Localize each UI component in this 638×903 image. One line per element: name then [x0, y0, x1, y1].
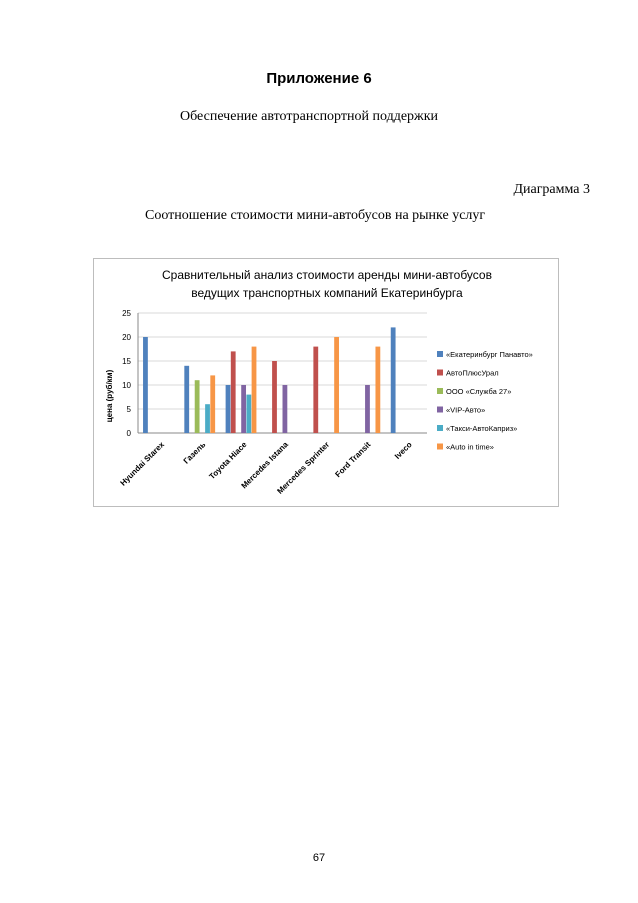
bar — [365, 385, 370, 433]
chart-svg — [94, 259, 560, 508]
x-category-label: Ford Transit — [333, 440, 373, 480]
bar — [195, 380, 200, 433]
bar — [252, 347, 257, 433]
y-tick-label: 20 — [122, 333, 131, 342]
y-tick-label: 0 — [126, 429, 131, 438]
chart-title-line-2: ведущих транспортных компаний Екатеринбурга — [191, 286, 463, 300]
bar — [391, 327, 396, 433]
page-number: 67 — [312, 852, 326, 864]
legend-label: ООО «Служба 27» — [446, 387, 512, 396]
chart-title-line-1: Сравнительный анализ стоимости аренды мини-автобусов — [162, 268, 492, 282]
x-category-label: Газель — [181, 440, 208, 466]
x-category-label: Hyundai Starex — [118, 440, 167, 488]
bar — [231, 351, 236, 433]
y-tick-label: 15 — [122, 357, 131, 366]
legend-swatch — [437, 444, 443, 450]
bar — [283, 385, 288, 433]
y-axis-label: цена (руб/км) — [105, 369, 114, 423]
legend-swatch — [437, 351, 443, 357]
bar — [375, 347, 380, 433]
legend-swatch — [437, 370, 443, 376]
bar — [205, 404, 210, 433]
page-heading: Приложение 6 — [266, 70, 372, 87]
page-subheading: Обеспечение автотранспортной поддержки — [180, 109, 438, 124]
legend-label: «Такси-АвтоКаприз» — [446, 424, 518, 433]
x-category-label: Mercedes Istana — [239, 440, 290, 491]
bar — [226, 385, 231, 433]
x-category-label: Iveco — [392, 440, 414, 461]
legend-label: АвтоПлюсУрал — [446, 368, 499, 378]
y-tick-label: 5 — [126, 405, 131, 414]
diagram-caption: Соотношение стоимости мини-автобусов на рынке услуг — [145, 208, 486, 223]
legend — [437, 350, 533, 452]
legend-label: «Auto in time» — [446, 442, 494, 452]
bar — [241, 385, 246, 433]
legend-label: «Екатеринбург Панавто» — [446, 350, 533, 359]
bar — [313, 347, 318, 433]
bars-layer — [143, 327, 396, 433]
y-tick-label: 25 — [122, 309, 131, 318]
x-category-label: Toyota Hiace — [207, 440, 249, 482]
chart-container — [93, 258, 559, 507]
bar — [334, 337, 339, 433]
legend-swatch — [437, 407, 443, 413]
legend-swatch — [437, 388, 443, 394]
bar — [184, 366, 189, 433]
diagram-label: Диаграмма 3 — [513, 182, 590, 197]
legend-swatch — [437, 425, 443, 431]
bar — [210, 375, 215, 433]
bar — [246, 395, 251, 433]
bar — [143, 337, 148, 433]
y-tick-label: 10 — [122, 381, 131, 390]
bar — [272, 361, 277, 433]
legend-label: «VIP-Авто» — [446, 405, 486, 415]
x-category-label: Mercedes Sprinter — [275, 440, 332, 496]
